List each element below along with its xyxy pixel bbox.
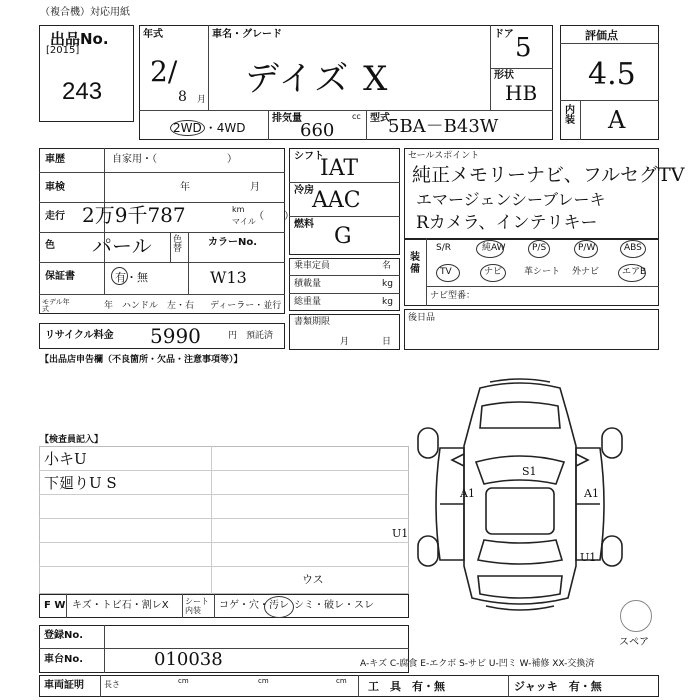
color-change-label: 色替 bbox=[173, 235, 183, 254]
color-value: パール bbox=[92, 234, 152, 258]
dealer-label: ディーラー・並行 bbox=[210, 301, 282, 311]
inspector-label: 【検査員記入】 bbox=[40, 435, 104, 445]
diagram-mark-a1-left: A1 bbox=[460, 487, 475, 500]
jack-label: ジャッキ 有・無 bbox=[514, 680, 602, 693]
equipment-label: 装備 bbox=[410, 252, 420, 275]
equip-ext-navi: 外ナビ bbox=[572, 267, 600, 277]
nensiki-month-value: 8 bbox=[178, 89, 187, 105]
shape-value: HB bbox=[505, 81, 538, 105]
recycle-suffix: 円 預託済 bbox=[228, 331, 274, 341]
equip-pw-circle bbox=[574, 240, 598, 258]
capacity-unit: 名 bbox=[382, 261, 392, 271]
warranty-value: 有・無 bbox=[115, 271, 148, 284]
shop-note-label: 【出品店申告欄（不良箇所・欠品・注意事項等）】 bbox=[40, 355, 243, 365]
recycle-label: リサイクル料金 bbox=[45, 330, 114, 341]
score-label: 評価点 bbox=[585, 29, 618, 42]
equip-tv: TV bbox=[440, 267, 452, 277]
fw-seat-types-1: コゲ・穴・汚レ bbox=[219, 600, 289, 611]
interior-value: A bbox=[608, 106, 626, 134]
weight-unit: kg bbox=[382, 297, 393, 307]
diagram-mark-u1-bottom: U1 bbox=[580, 551, 597, 564]
equip-aw-circle bbox=[476, 240, 504, 258]
model-year-label: モデル年式 bbox=[42, 298, 70, 313]
handle-label: ハンドル 左・右 bbox=[122, 301, 195, 311]
later-items-label: 後日品 bbox=[408, 313, 436, 323]
drive-sep: ・ bbox=[204, 121, 217, 135]
color-label: 色 bbox=[45, 240, 55, 251]
interior-label: 内装 bbox=[565, 105, 575, 126]
shape-label: 形状 bbox=[494, 70, 514, 81]
form-header-note: （複合機）対応用紙 bbox=[40, 7, 130, 18]
color-code-value: W13 bbox=[210, 268, 247, 287]
chassis-label: 車台No. bbox=[44, 654, 84, 665]
fw-seat-label: シート内装 bbox=[185, 597, 209, 615]
cm-unit-1: cm bbox=[178, 677, 189, 685]
inspector-note-2: 下廻りU S bbox=[44, 474, 117, 492]
ac-label: 冷房 bbox=[294, 185, 314, 196]
shift-value: IAT bbox=[320, 156, 359, 181]
reg-date-month: 月 bbox=[340, 337, 350, 347]
nensiki-value: 2/ bbox=[150, 55, 178, 88]
later-items-box bbox=[404, 309, 659, 350]
cm-unit-2: cm bbox=[258, 677, 269, 685]
diagram-mark-a1-right: A1 bbox=[584, 487, 599, 500]
fw-handwritten-mark: ウス bbox=[302, 573, 324, 586]
diagram-mark-u1-left: U1 bbox=[392, 527, 409, 540]
model-year-unit: 年 bbox=[104, 301, 114, 311]
load-unit: kg bbox=[382, 279, 393, 289]
equip-ps: P/S bbox=[532, 243, 547, 253]
sales-point-line3: Rカメラ、インテリキー bbox=[416, 213, 598, 233]
equip-abs-circle bbox=[620, 240, 646, 258]
history-value: 自家用・（ ） bbox=[112, 154, 237, 165]
score-value: 4.5 bbox=[588, 57, 636, 92]
drive-4wd-option: 4WD bbox=[216, 121, 246, 135]
equip-tv-circle bbox=[436, 264, 460, 282]
damage-legend: A-キズ C-腐食 E-エクボ S-サビ U-凹ミ W-補修 XX-交換済 bbox=[360, 659, 595, 669]
equip-airbag-circle bbox=[618, 264, 646, 282]
inspection-year: 年 bbox=[180, 182, 190, 193]
mileage-unit-km: km bbox=[232, 205, 245, 214]
fuel-label: 燃料 bbox=[294, 219, 314, 230]
warranty-circle-mark bbox=[111, 267, 128, 285]
type-code-label: 型式 bbox=[370, 113, 390, 124]
sales-point-line2: エマージェンシーブレーキ bbox=[416, 190, 606, 209]
shift-label: シフト bbox=[294, 151, 324, 162]
mileage-label: 走行 bbox=[45, 211, 65, 222]
mileage-value: 2万9千787 bbox=[82, 203, 186, 227]
sales-point-label: セールスポイント bbox=[408, 151, 480, 161]
drive-2wd-option: 2WD bbox=[170, 120, 205, 136]
tools-label: 工 具 有・無 bbox=[368, 680, 445, 693]
registration-label: 登録No. bbox=[44, 630, 84, 641]
reg-date-label: 書類期限 bbox=[294, 317, 331, 327]
load-label: 積載量 bbox=[294, 279, 322, 289]
fuel-value: G bbox=[334, 224, 352, 249]
sales-point-line1: 純正メモリーナビ、フルセグTV bbox=[412, 164, 685, 186]
capacity-label: 乗車定員 bbox=[294, 261, 331, 271]
fw-damage-types: キズ・トビ石・割レX bbox=[72, 600, 169, 611]
vehicle-cert-label: 車両証明 bbox=[44, 680, 84, 691]
model-label: 車名・グレード bbox=[212, 29, 282, 40]
displacement-value: 660 bbox=[300, 120, 335, 141]
inspection-label: 車検 bbox=[45, 182, 65, 193]
registration-box bbox=[39, 625, 409, 673]
equip-ps-circle bbox=[528, 240, 550, 258]
history-label: 車歴 bbox=[45, 154, 65, 165]
lot-label: 出品No. bbox=[50, 30, 109, 48]
warranty-label: 保証書 bbox=[45, 271, 75, 282]
door-label: ドア bbox=[494, 29, 514, 40]
fw-seat-types-2: シミ・破レ・スレ bbox=[294, 600, 374, 611]
equip-aw: 純AW bbox=[482, 243, 506, 253]
weight-label: 総重量 bbox=[294, 297, 322, 307]
equip-leather: 革シート bbox=[524, 267, 561, 277]
lot-year-stamp: [2015] bbox=[46, 45, 80, 56]
fw-stain-circle bbox=[264, 596, 294, 618]
diagram-mark-s1: S1 bbox=[522, 465, 537, 478]
mileage-unit-mile: マイル bbox=[232, 217, 256, 226]
equip-airbag: エアB bbox=[622, 267, 647, 277]
cm-unit-3: cm bbox=[336, 677, 347, 685]
equip-abs: ABS bbox=[624, 243, 642, 253]
navi-model-label: ナビ型番： bbox=[430, 291, 476, 301]
color-no-label: カラーNo. bbox=[208, 237, 258, 248]
mileage-paren: （ ） bbox=[254, 211, 294, 222]
displacement-label: 排気量 bbox=[272, 113, 302, 124]
lot-number: 243 bbox=[62, 78, 103, 105]
fw-label: F W bbox=[44, 600, 66, 611]
equip-navi: ナビ bbox=[484, 267, 503, 277]
length-label: 長さ bbox=[104, 680, 120, 689]
type-code-value: 5BA－B43W bbox=[388, 116, 499, 137]
car-damage-diagram bbox=[400, 376, 640, 616]
inspector-box bbox=[39, 446, 409, 594]
model-value: デイズ X bbox=[245, 59, 390, 99]
inspector-note-1: 小キU bbox=[44, 450, 87, 468]
door-value: 5 bbox=[515, 33, 532, 63]
inspection-month: 月 bbox=[250, 182, 260, 193]
spare-tire-icon bbox=[620, 600, 652, 632]
spare-label: スペア bbox=[619, 637, 649, 648]
reg-date-day: 日 bbox=[382, 337, 392, 347]
nensiki-month-unit: 月 bbox=[197, 95, 207, 105]
lot-box bbox=[39, 25, 134, 122]
nensiki-label: 年式 bbox=[143, 29, 163, 40]
ac-value: AAC bbox=[312, 188, 361, 213]
chassis-value: 010038 bbox=[154, 649, 223, 670]
displacement-unit: cc bbox=[352, 112, 361, 121]
recycle-value: 5990 bbox=[150, 324, 201, 348]
drive-selector bbox=[170, 119, 246, 136]
equip-navi-circle bbox=[480, 264, 506, 282]
equip-sr: S/R bbox=[436, 243, 451, 253]
equip-pw: P/W bbox=[578, 243, 596, 253]
